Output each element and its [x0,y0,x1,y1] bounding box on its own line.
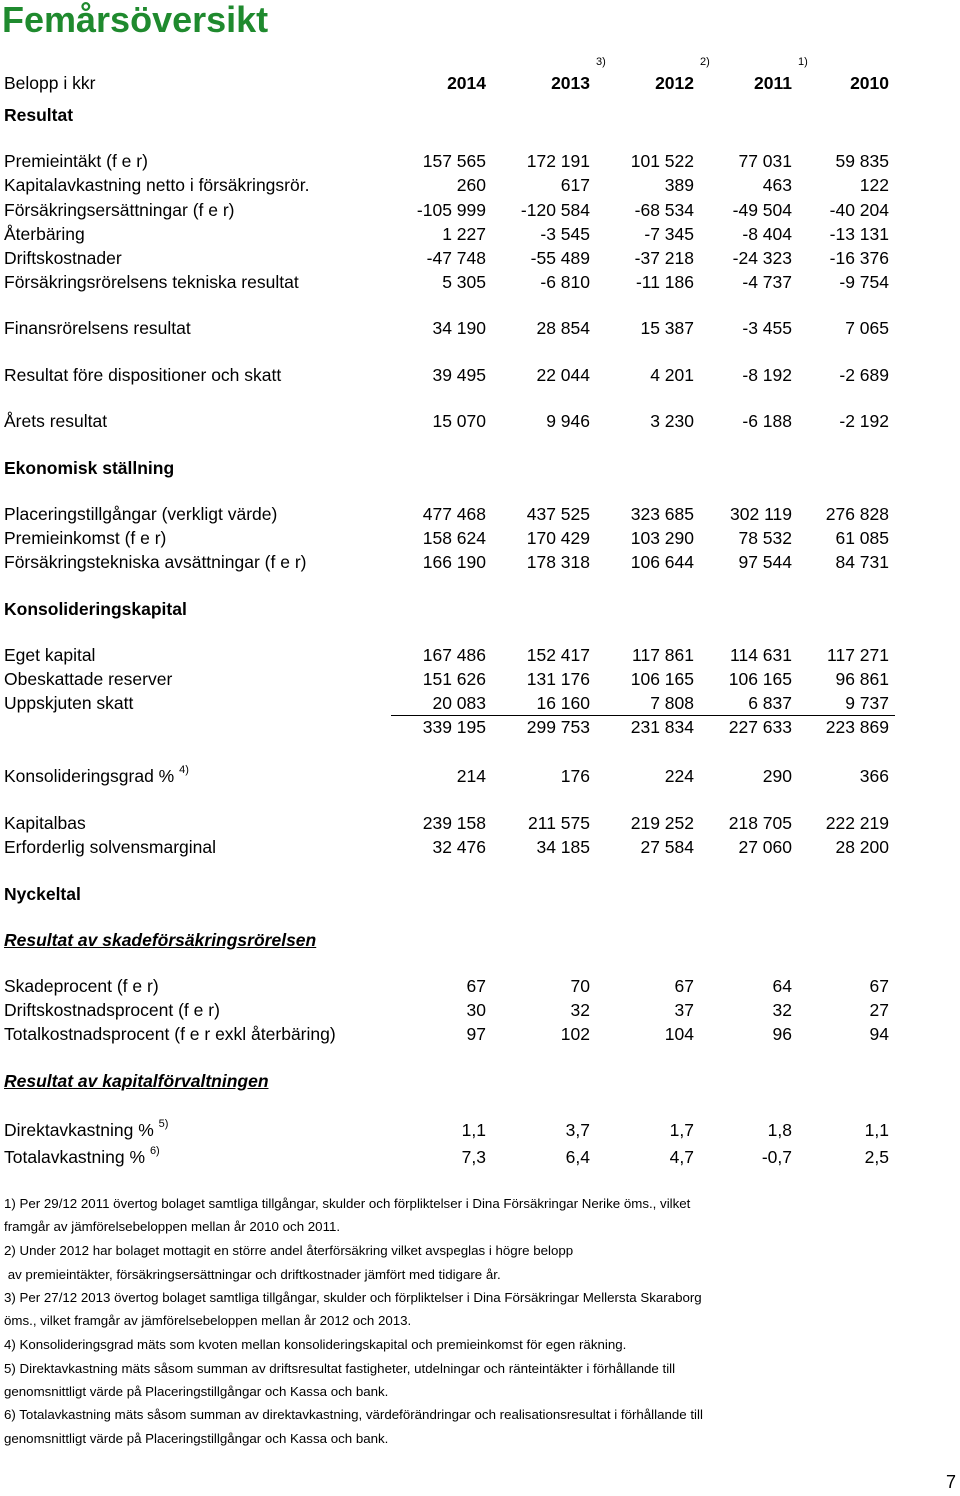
page-title: Femårsöversikt [2,0,269,40]
row-value: 32 [570,1000,590,1020]
row-value: 7 065 [845,318,889,338]
row-value: 477 468 [422,504,486,524]
row-value: 34 185 [536,837,590,857]
row-value: -24 323 [732,248,792,268]
row-value: 117 861 [632,645,694,665]
table-row [0,198,960,222]
row-value: -105 999 [416,200,486,220]
footnote-mark: 5) [158,1118,169,1130]
row-value: 32 [772,1000,792,1020]
row-label: Erforderlig solvensmarginal [4,837,217,857]
row-value: 239 158 [422,813,486,833]
row-value: 323 685 [630,504,694,524]
row-value: -2 689 [839,365,889,385]
row-value: -8 192 [742,365,792,385]
row-value: 4,7 [669,1147,694,1167]
sum-value: 299 753 [526,717,590,737]
table-row [0,1118,960,1142]
table-row [0,149,960,173]
row-value: -49 504 [732,200,792,220]
row-value: 67 [674,976,694,996]
section-skadeforsakring: Resultat av skadeförsäkringsrörelsen [4,930,317,950]
row-value: -11 186 [635,272,694,292]
page-number: 7 [945,1472,956,1492]
row-value: 211 575 [528,813,590,833]
table-row [0,550,960,574]
row-value: 15 070 [432,411,486,431]
row-value: 30 [466,1000,486,1020]
row-label [4,1118,168,1142]
row-value: -3 545 [540,224,590,244]
row-value: 6,4 [565,1147,590,1167]
row-value: 151 626 [422,669,486,689]
row-label [4,1145,160,1169]
footnote-line: 5) Direktavkastning mäts såsom summan av driftsresultat fastigheter, utdelningar och ränteintäkter i förhållande till [4,1361,676,1376]
footnote-line: genomsnittligt värde på Placeringstillgångar och Kassa och bank. [4,1431,389,1446]
table-row [0,691,960,715]
row-value: 70 [570,976,590,996]
row-value: 27 [869,1000,889,1020]
row-value: -40 204 [829,200,889,220]
row-value: 1,7 [669,1120,694,1140]
row-value: 22 044 [536,365,590,385]
header-row [0,71,960,95]
table-row [0,764,960,788]
row-label-text: Direktavkastning % [4,1120,154,1140]
row-value: 94 [869,1024,889,1044]
row-value: 302 119 [730,504,792,524]
footnote-line: 6) Totalavkastning mäts såsom summan av direktavkastning, värdeförändringar och realisationsresultat i förhållande till [4,1407,703,1422]
row-label: Återbäring [4,224,85,244]
row-value: 67 [466,976,486,996]
row-value: -0,7 [761,1147,792,1167]
row-value: 39 495 [432,365,486,385]
row-value: 617 [560,175,590,195]
row-label: Totalkostnadsprocent (f e r exkl återbäring) [4,1024,336,1044]
row-value: -6 188 [742,411,792,431]
row-value: -37 218 [634,248,694,268]
section-kapitalforvaltning: Resultat av kapitalförvaltningen [4,1071,269,1091]
footnote-line: 1) Per 29/12 2011 övertog bolaget samtliga tillgångar, skulder och förpliktelser i Dina Försäkringar Nerike öms., vilket [4,1196,691,1211]
sum-value: 231 834 [630,717,694,737]
row-value: 260 [456,175,486,195]
row-value: -13 131 [829,224,889,244]
row-value: 28 854 [536,318,590,338]
row-value: 117 271 [827,645,889,665]
row-value: 20 083 [432,693,486,713]
row-value: 104 [664,1024,694,1044]
section-nyckeltal: Nyckeltal [4,884,81,904]
row-label: Premieinkomst (f e r) [4,528,167,548]
row-value: -68 534 [634,200,694,220]
row-value: 178 318 [526,552,590,572]
section-konsolidering: Konsolideringskapital [4,599,187,619]
year-2014: 2014 [447,73,486,93]
year-2012: 2012 [655,73,694,93]
row-value: 3,7 [565,1120,590,1140]
row-value: 96 861 [835,669,889,689]
row-value: 167 486 [422,645,486,665]
table-row [0,363,960,387]
table-row [0,835,960,859]
row-label: Försäkringsrörelsens tekniska resultat [4,272,299,292]
row-value: 97 544 [738,552,792,572]
row-value: 28 200 [835,837,889,857]
row-value: 7,3 [461,1147,486,1167]
row-label [4,764,189,788]
row-label: Försäkringsersättningar (f e r) [4,200,235,220]
row-value: 84 731 [835,552,889,572]
section-resultat: Resultat [4,105,74,125]
table-row [0,1145,960,1169]
row-value: 6 837 [748,693,792,713]
table-row [0,1022,960,1046]
row-value: 170 429 [526,528,590,548]
row-value: 67 [869,976,889,996]
row-value: 131 176 [526,669,590,689]
row-value: 64 [772,976,792,996]
table-row [0,270,960,294]
row-value: 7 808 [650,693,694,713]
row-value: 32 476 [432,837,486,857]
row-value: 218 705 [728,813,792,833]
row-value: 27 584 [640,837,694,857]
row-value: -7 345 [644,224,694,244]
row-value: 172 191 [526,151,590,171]
row-value: 96 [772,1024,792,1044]
row-value: 101 522 [630,151,694,171]
row-label: Kapitalavkastning netto i försäkringsrör. [4,175,310,195]
footnote-line: 3) Per 27/12 2013 övertog bolaget samtliga tillgångar, skulder och förpliktelser i Dina Försäkringar Mellersta Skaraborg [4,1290,702,1305]
row-label: Årets resultat [4,411,108,431]
row-value: 114 631 [730,645,792,665]
row-label-text: Konsolideringsgrad % [4,766,175,786]
row-label: Finansrörelsens resultat [4,318,191,338]
footnote-line: öms., vilket framgår av jämförelsebeloppen mellan år 2012 och 2013. [4,1313,412,1328]
row-value: 9 946 [546,411,590,431]
table-row [0,526,960,550]
table-row [0,316,960,340]
footnote-line: av premieintäkter, försäkringsersättningar och driftkostnader jämfört med tidigare år. [4,1267,501,1282]
sum-value: 339 195 [422,717,486,737]
row-label: Obeskattade reserver [4,669,173,689]
row-value: 61 085 [835,528,889,548]
row-value: 214 [456,766,486,786]
row-value: 122 [859,175,889,195]
table-row [0,811,960,835]
row-value: -47 748 [426,248,486,268]
row-value: 389 [664,175,694,195]
row-label: Placeringstillgångar (verkligt värde) [4,504,278,524]
row-value: -6 810 [540,272,590,292]
row-value: 97 [466,1024,486,1044]
row-value: 219 252 [630,813,694,833]
row-value: 1,1 [461,1120,486,1140]
row-value: 59 835 [835,151,889,171]
row-value: 103 290 [630,528,694,548]
row-value: 366 [859,766,889,786]
footnote-mark: 6) [149,1145,160,1157]
row-value: 152 417 [526,645,590,665]
year-2010: 2010 [850,73,889,93]
table-row [0,222,960,246]
year-2011: 2011 [754,73,792,93]
row-value: -120 584 [520,200,590,220]
row-value: 2,5 [864,1147,889,1167]
row-label: Försäkringstekniska avsättningar (f e r) [4,552,307,572]
sum-value: 223 869 [825,717,889,737]
row-value: 106 165 [728,669,792,689]
table-row [0,502,960,526]
row-value: -55 489 [530,248,590,268]
row-value: 3 230 [650,411,694,431]
table-row [0,173,960,197]
row-label: Driftskostnader [4,248,122,268]
row-value: 276 828 [825,504,889,524]
row-value: 1,1 [864,1120,889,1140]
row-value: 463 [762,175,792,195]
section-ekonomisk: Ekonomisk ställning [4,458,175,478]
amount-label: Belopp i kkr [4,73,96,93]
sum-row [0,715,960,739]
footnote-mark-2012: 2) [700,56,710,68]
table-row [0,409,960,433]
row-value: 106 165 [630,669,694,689]
row-value: 1,8 [767,1120,792,1140]
row-value: -8 404 [742,224,792,244]
row-value: -3 455 [742,318,792,338]
table-row [0,667,960,691]
row-value: 158 624 [422,528,486,548]
row-value: 166 190 [422,552,486,572]
row-value: 222 219 [825,813,889,833]
row-value: 77 031 [738,151,792,171]
footnote-mark-2013: 3) [596,56,606,68]
row-value: 5 305 [442,272,486,292]
table-row [0,643,960,667]
row-label: Skadeprocent (f e r) [4,976,159,996]
row-value: 224 [664,766,694,786]
year-2013: 2013 [551,73,590,93]
footnote-mark: 4) [179,764,189,776]
footnote-line: 2) Under 2012 har bolaget mottagit en större andel återförsäkring vilket avspeglas i högre belopp [4,1243,574,1258]
row-label: Eget kapital [4,645,96,665]
footnote-line: framgår av jämförelsebeloppen mellan år 2010 och 2011. [4,1219,341,1234]
row-value: 1 227 [442,224,486,244]
sum-value: 227 633 [728,717,792,737]
footnote-mark-2011: 1) [798,56,808,68]
row-value: 290 [762,766,792,786]
row-value: 157 565 [422,151,486,171]
table-row [0,998,960,1022]
row-value: 102 [560,1024,590,1044]
row-value: 176 [560,766,590,786]
row-label-text: Totalavkastning % [4,1147,146,1167]
row-value: 27 060 [738,837,792,857]
table-row [0,974,960,998]
row-value: 78 532 [738,528,792,548]
row-value: 34 190 [432,318,486,338]
row-value: -16 376 [829,248,889,268]
row-value: 437 525 [526,504,590,524]
row-value: 9 737 [845,693,889,713]
row-value: 106 644 [630,552,694,572]
row-value: 4 201 [650,365,694,385]
row-value: 37 [674,1000,694,1020]
row-label: Uppskjuten skatt [4,693,134,713]
row-value: 15 387 [640,318,694,338]
row-value: 16 160 [536,693,590,713]
row-value: -2 192 [839,411,889,431]
row-label: Premieintäkt (f e r) [4,151,148,171]
footnote-line: genomsnittligt värde på Placeringstillgångar och Kassa och bank. [4,1384,389,1399]
footnote-line: 4) Konsolideringsgrad mäts som kvoten mellan konsolideringskapital och premieinkomst för egen räkning. [4,1337,627,1352]
row-value: -4 737 [742,272,792,292]
row-value: -9 754 [839,272,889,292]
table-row [0,246,960,270]
row-label: Resultat före dispositioner och skatt [4,365,282,385]
row-label: Kapitalbas [4,813,86,833]
row-label: Driftskostnadsprocent (f e r) [4,1000,220,1020]
